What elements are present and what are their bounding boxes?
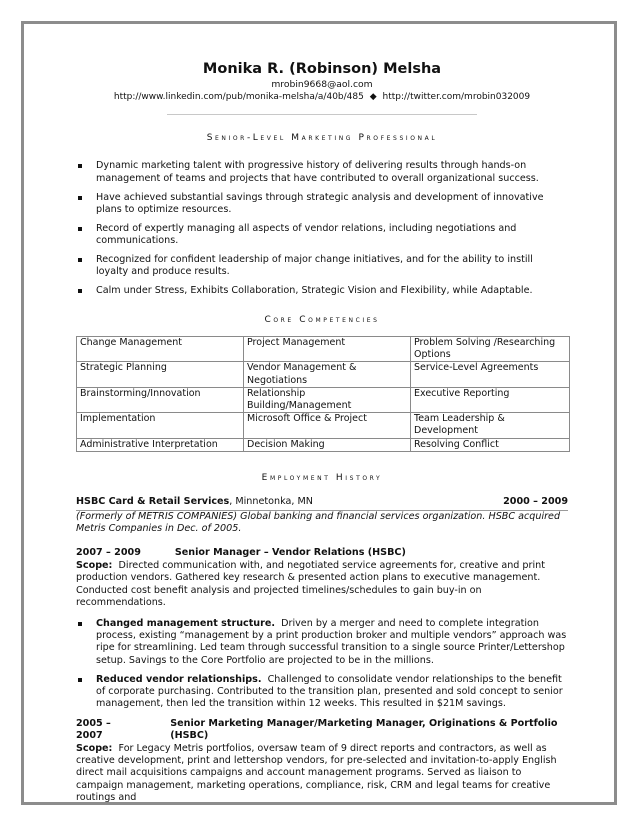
table-cell: Brainstorming/Innovation — [77, 387, 244, 412]
linkedin-link[interactable]: http://www.linkedin.com/pub/monika-melsha/a/40b/485 — [113, 92, 364, 102]
summary-bullets — [76, 160, 568, 297]
role-title: Senior Marketing Manager/Marketing Manager, Originations & Portfolio (HSBC) — [170, 717, 558, 742]
list-item — [76, 618, 568, 668]
header-divider — [167, 114, 477, 115]
employment-section-title: Employment History — [261, 472, 383, 483]
table-cell: Executive Reporting — [411, 387, 570, 412]
diamond-separator-icon: ◆ — [369, 92, 377, 102]
table-cell: Strategic Planning — [77, 362, 244, 387]
table-cell: Vendor Management & Negotiations — [244, 362, 411, 387]
achievement-text: Driven by a merger and need to complete integration process, existing “management by a print production broker and multiple vendors” approach was ripe for streamlining. Led team through successful transition to a single source Printer/Lettershop setup. Savings to the Core Portfolio are projected to be in the millions. — [96, 617, 567, 666]
achievement-head: Changed management structure. — [96, 617, 276, 629]
list-item: Dynamic marketing talent with progressive history of delivering results through hands-on management of teams and projects that have contributed to overall organizational success. — [76, 160, 568, 185]
employer-location: , Minnetonka, MN — [229, 496, 313, 508]
employer-name: HSBC Card & Retail Services — [76, 496, 230, 508]
table-cell: Microsoft Office & Project — [244, 413, 411, 438]
table-row — [77, 362, 570, 387]
role-scope — [76, 560, 568, 610]
achievement-bullets — [76, 618, 568, 711]
role-heading — [76, 547, 568, 559]
scope-label: Scope: — [76, 559, 113, 571]
twitter-link[interactable]: http://twitter.com/mrobin032009 — [382, 92, 531, 102]
table-row — [77, 387, 570, 412]
list-item: Recognized for confident leadership of major change initiatives, and for the ability to instill loyalty and produce results. — [76, 254, 568, 279]
employer-dates: 2000 – 2009 — [503, 496, 568, 508]
table-cell: Implementation — [77, 413, 244, 438]
summary-section-title: Senior-Level Marketing Professional — [206, 133, 438, 143]
employer-header — [76, 496, 568, 510]
table-cell: Team Leadership & Development — [411, 413, 570, 438]
table-row — [77, 413, 570, 438]
scope-text: For Legacy Metris portfolios, oversaw team of 9 direct reports and contractors, as well as creative development, print and lettershop vendors, for pre-selected and invitation-to-apply English direct mail acquisitions campaigns and account management programs. Served as liaison to campaign management, marketing operations, compliance, risk, CRM and legal teams for creative routings and — [76, 742, 557, 804]
competencies-section-title: Core Competencies — [264, 314, 380, 325]
table-row — [77, 337, 570, 362]
resume-page — [76, 61, 568, 805]
list-item — [76, 674, 568, 711]
scope-text: Directed communication with, and negotiated service agreements for, creative and print production vendors. Gathered key research & presented action plans to executive management. Conducted cost benefit analysis and projected timelines/schedules to gain buy-in on recommendations. — [76, 559, 545, 609]
role-title: Senior Manager – Vendor Relations (HSBC) — [174, 547, 406, 559]
candidate-name: Monika R. (Robinson) Melsha — [202, 61, 442, 77]
table-cell: Problem Solving /Researching Options — [411, 337, 570, 362]
table-cell: Administrative Interpretation — [77, 438, 244, 451]
employer-name-line — [76, 496, 313, 508]
table-cell: Relationship Building/Management — [244, 387, 411, 412]
table-cell: Project Management — [244, 337, 411, 362]
achievement-head: Reduced vendor relationships. — [96, 673, 262, 685]
scope-label: Scope: — [76, 742, 113, 754]
list-item: Calm under Stress, Exhibits Collaboration, Strategic Vision and Flexibility, while Adaptable. — [76, 285, 568, 297]
achievement-text: Challenged to consolidate vendor relationships to the benefit of corporate purchasing. Contributed to the transition plan, presented and sold concept to senior management, then led the transition within 12 weeks. This resulted in $21M savings. — [96, 673, 563, 710]
role-scope — [76, 743, 568, 805]
role-dates: 2007 – 2009 — [76, 547, 141, 559]
table-cell: Resolving Conflict — [411, 438, 570, 451]
table-cell: Decision Making — [244, 438, 411, 451]
table-cell: Service-Level Agreements — [411, 362, 570, 387]
role-heading — [76, 718, 568, 743]
competencies-table — [76, 336, 570, 452]
role-dates: 2005 – 2007 — [76, 717, 111, 742]
employer-note: (Formerly of METRIS COMPANIES) Global banking and financial services organization. HSBC acquired Metris Companies in Dec. of 2005. — [76, 510, 561, 535]
profile-links — [76, 91, 568, 104]
list-item: Record of expertly managing all aspects of vendor relations, including negotiations and communications. — [76, 223, 568, 248]
table-cell: Change Management — [77, 337, 244, 362]
email-address[interactable]: mrobin9668@aol.com — [271, 79, 373, 90]
table-row — [77, 438, 570, 451]
list-item: Have achieved substantial savings through strategic analysis and development of innovative plans to optimize resources. — [76, 192, 568, 217]
page-frame — [21, 21, 617, 805]
